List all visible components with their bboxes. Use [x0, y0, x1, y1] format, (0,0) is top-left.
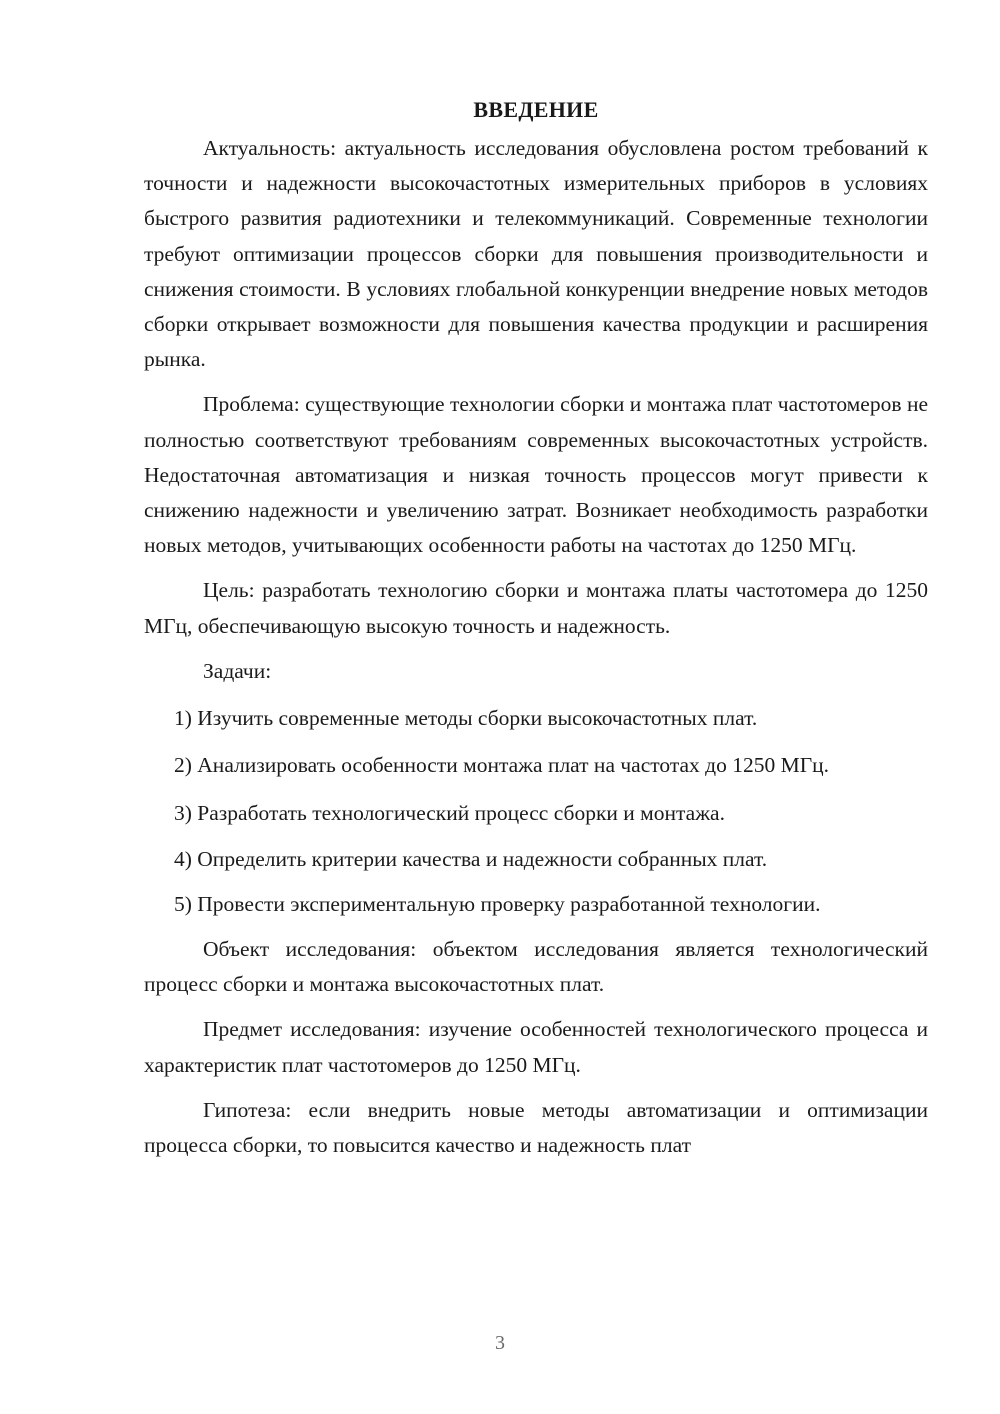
document-page	[144, 92, 928, 1163]
task-item-4: 4) Определить критерии качества и надежности собранных плат.	[174, 846, 768, 871]
task-item-1: 1) Изучить современные методы сборки высокочастотных плат.	[174, 706, 758, 731]
paragraph-relevance: Актуальность: актуальность исследования обусловлена ростом требований к точности и надежности высокочастотных измерительных приборов в условиях быстрого развития радиотехники и телекоммуникаций. Современные технологии требуют оптимизации процессов сборки для повышения производительности и снижения стоимости. В условиях глобальной конкуренции внедрение новых методов сборки открывает возможности для повышения качества продукции и расширения рынка.	[144, 136, 928, 372]
paragraph-object: Объект исследования: объектом исследования является технологический процесс сборки и монтажа высокочастотных плат.	[144, 937, 928, 997]
task-item-3: 3) Разработать технологический процесс сборки и монтажа.	[174, 801, 725, 826]
paragraph-subject: Предмет исследования: изучение особенностей технологического процесса и характеристик плат частотомеров до 1250 МГц.	[144, 1017, 928, 1077]
task-item-2: 2) Анализировать особенности монтажа плат на частотах до 1250 МГц.	[174, 753, 830, 778]
tasks-heading: Задачи:	[203, 658, 272, 683]
paragraph-problem: Проблема: существующие технологии сборки и монтажа плат частотомеров не полностью соответствуют требованиям современных высокочастотных устройств. Недостаточная автоматизация и низкая точность процессов могут привести к снижению надежности и увеличению затрат. Возникает необходимость разработки новых методов, учитывающих особенности работы на частотах до 1250 МГц.	[144, 392, 928, 558]
task-item-5: 5) Провести экспериментальную проверку разработанной технологии.	[174, 891, 821, 916]
paragraph-hypothesis: Гипотеза: если внедрить новые методы автоматизации и оптимизации процесса сборки, то повысится качество и надежность плат	[144, 1097, 928, 1158]
page-number: 3	[495, 1332, 505, 1354]
paragraph-goal: Цель: разработать технологию сборки и монтажа платы частотомера до 1250 МГц, обеспечивающую высокую точность и надежность.	[144, 578, 928, 638]
page-title: ВВЕДЕНИЕ	[473, 97, 599, 122]
